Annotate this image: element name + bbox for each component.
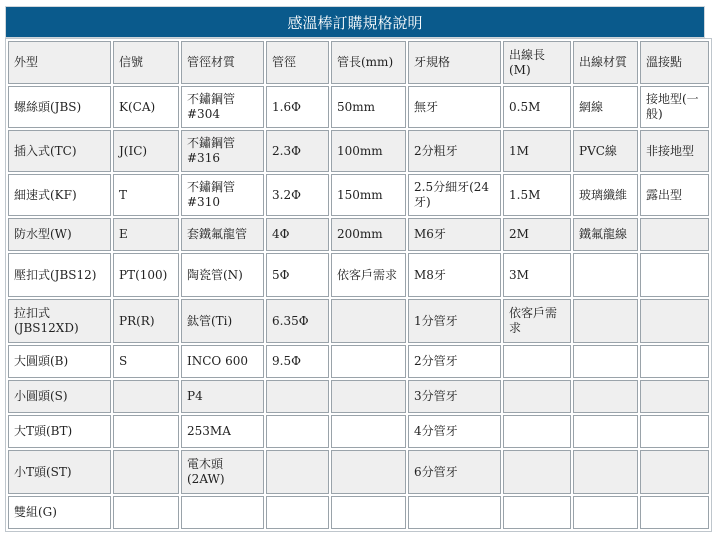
table-cell: 4分管牙 — [408, 415, 501, 448]
table-cell — [113, 496, 179, 529]
table-row — [8, 86, 709, 128]
table-row — [8, 450, 709, 494]
table-cell — [113, 450, 179, 494]
table-row — [8, 130, 709, 172]
table-cell: INCO 600 — [181, 345, 264, 378]
table-row — [8, 218, 709, 251]
table-cell — [503, 415, 571, 448]
table-cell — [640, 218, 709, 251]
spec-table-body — [8, 41, 709, 529]
table-row — [8, 415, 709, 448]
table-cell: 鈦管(Ti) — [181, 299, 264, 343]
column-header: 信號 — [113, 41, 179, 84]
column-header: 出線材質 — [573, 41, 638, 84]
table-cell: E — [113, 218, 179, 251]
spec-panel — [5, 6, 705, 532]
table-cell: 拉扣式(JBS12XD) — [8, 299, 111, 343]
table-cell: 大T頭(BT) — [8, 415, 111, 448]
table-cell — [266, 415, 329, 448]
table-cell: 防水型(W) — [8, 218, 111, 251]
table-cell: 150mm — [331, 174, 406, 216]
column-header: 管長(mm) — [331, 41, 406, 84]
table-cell: 大圓頭(B) — [8, 345, 111, 378]
table-cell — [573, 450, 638, 494]
table-cell — [331, 380, 406, 413]
table-cell: 1M — [503, 130, 571, 172]
table-cell — [331, 299, 406, 343]
table-cell: 50mm — [331, 86, 406, 128]
table-row — [8, 299, 709, 343]
table-cell: PT(100) — [113, 253, 179, 297]
table-cell: 陶瓷管(N) — [181, 253, 264, 297]
table-cell — [640, 299, 709, 343]
table-cell — [331, 450, 406, 494]
column-header: 牙規格 — [408, 41, 501, 84]
table-cell: 壓扣式(JBS12) — [8, 253, 111, 297]
table-cell: 2.5分細牙(24牙) — [408, 174, 501, 216]
table-cell: 鐵氟龍線 — [573, 218, 638, 251]
table-cell — [503, 450, 571, 494]
table-cell: 露出型 — [640, 174, 709, 216]
table-cell: 小T頭(ST) — [8, 450, 111, 494]
table-cell: 接地型(一般) — [640, 86, 709, 128]
table-cell — [640, 253, 709, 297]
table-cell — [503, 496, 571, 529]
table-cell: 非接地型 — [640, 130, 709, 172]
table-cell: J(IC) — [113, 130, 179, 172]
table-cell: 3.2Φ — [266, 174, 329, 216]
table-cell: 無牙 — [408, 86, 501, 128]
table-cell — [331, 345, 406, 378]
table-cell — [331, 415, 406, 448]
table-cell — [113, 380, 179, 413]
table-row — [8, 496, 709, 529]
column-header: 外型 — [8, 41, 111, 84]
table-cell: 細速式(KF) — [8, 174, 111, 216]
table-cell: 2M — [503, 218, 571, 251]
table-cell — [573, 415, 638, 448]
table-cell — [503, 380, 571, 413]
table-cell: 2分粗牙 — [408, 130, 501, 172]
table-cell: 9.5Φ — [266, 345, 329, 378]
table-cell: 4Φ — [266, 218, 329, 251]
table-cell — [640, 380, 709, 413]
table-cell: 100mm — [331, 130, 406, 172]
table-cell: 不鏽鋼管#304 — [181, 86, 264, 128]
header-row — [8, 41, 709, 84]
table-cell: 小圓頭(S) — [8, 380, 111, 413]
column-header: 管徑 — [266, 41, 329, 84]
table-cell: K(CA) — [113, 86, 179, 128]
table-cell — [408, 496, 501, 529]
spec-table — [5, 38, 712, 532]
table-cell: 螺絲頭(JBS) — [8, 86, 111, 128]
table-cell: 5Φ — [266, 253, 329, 297]
table-cell: P4 — [181, 380, 264, 413]
table-cell — [113, 415, 179, 448]
column-header: 管徑材質 — [181, 41, 264, 84]
table-cell: 雙組(G) — [8, 496, 111, 529]
table-cell: 3分管牙 — [408, 380, 501, 413]
table-cell: 2.3Φ — [266, 130, 329, 172]
table-row — [8, 380, 709, 413]
table-cell: 253MA — [181, 415, 264, 448]
table-cell: M8牙 — [408, 253, 501, 297]
table-cell: 依客戶需求 — [503, 299, 571, 343]
column-header: 出線長(M) — [503, 41, 571, 84]
table-cell — [503, 345, 571, 378]
table-cell: 電木頭(2AW) — [181, 450, 264, 494]
table-cell: PVC線 — [573, 130, 638, 172]
table-cell — [181, 496, 264, 529]
table-cell — [331, 496, 406, 529]
table-row — [8, 253, 709, 297]
table-cell — [640, 496, 709, 529]
table-cell: PR(R) — [113, 299, 179, 343]
table-cell: 網線 — [573, 86, 638, 128]
table-cell — [573, 299, 638, 343]
table-cell: 不鏽鋼管#316 — [181, 130, 264, 172]
table-cell — [573, 496, 638, 529]
table-cell: 2分管牙 — [408, 345, 501, 378]
table-cell: M6牙 — [408, 218, 501, 251]
table-cell — [573, 380, 638, 413]
table-cell: T — [113, 174, 179, 216]
table-cell — [266, 380, 329, 413]
table-cell — [640, 345, 709, 378]
table-cell — [573, 345, 638, 378]
table-cell: 3M — [503, 253, 571, 297]
table-cell: 0.5M — [503, 86, 571, 128]
table-cell: 玻璃纖維 — [573, 174, 638, 216]
table-row — [8, 174, 709, 216]
table-cell: 1分管牙 — [408, 299, 501, 343]
table-cell: 6分管牙 — [408, 450, 501, 494]
table-cell: 6.35Φ — [266, 299, 329, 343]
table-cell: S — [113, 345, 179, 378]
table-cell — [640, 415, 709, 448]
table-cell: 不鏽鋼管#310 — [181, 174, 264, 216]
table-cell — [573, 253, 638, 297]
table-cell: 200mm — [331, 218, 406, 251]
page-title: 感溫棒訂購規格說明 — [5, 6, 705, 38]
table-row — [8, 345, 709, 378]
table-cell — [266, 496, 329, 529]
table-cell: 插入式(TC) — [8, 130, 111, 172]
table-cell: 套鐵氟龍管 — [181, 218, 264, 251]
table-cell — [640, 450, 709, 494]
column-header: 溫接點 — [640, 41, 709, 84]
table-cell: 1.5M — [503, 174, 571, 216]
table-cell: 依客戶需求 — [331, 253, 406, 297]
table-cell — [266, 450, 329, 494]
table-cell: 1.6Φ — [266, 86, 329, 128]
